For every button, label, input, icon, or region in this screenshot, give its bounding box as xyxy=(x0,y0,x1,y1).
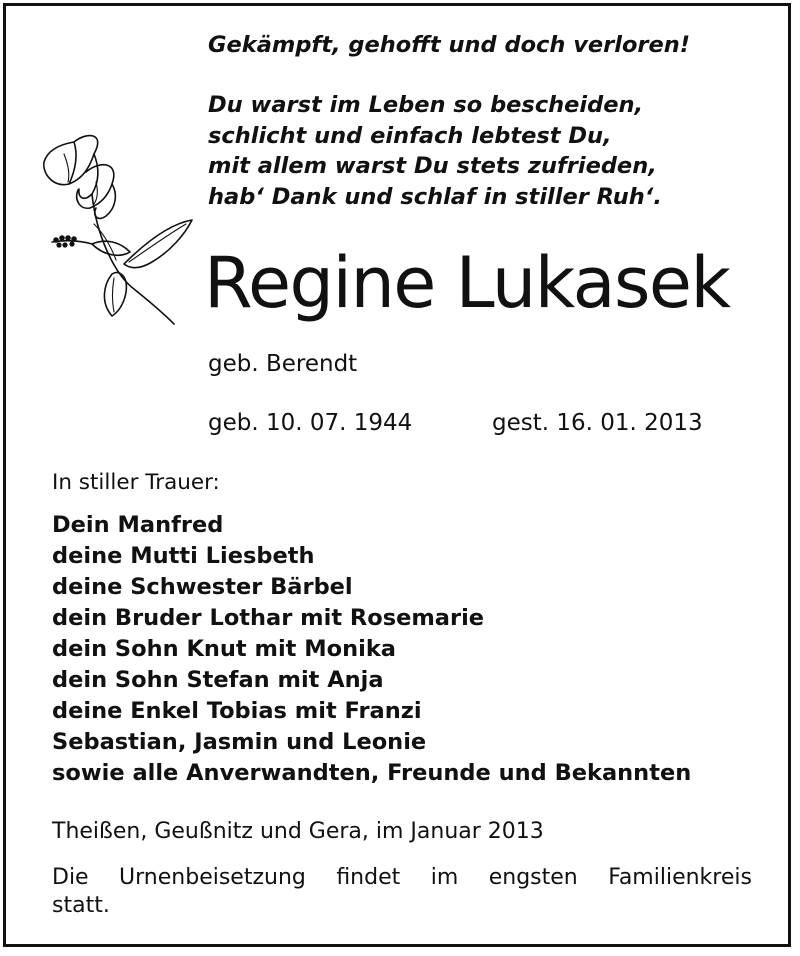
mourner: dein Bruder Lothar mit Rosemarie xyxy=(52,605,485,631)
notice-word: Urnenbeisetzung xyxy=(119,865,306,890)
poem-line: mit allem warst Du stets zufrieden, xyxy=(208,153,657,179)
mourners-list xyxy=(52,510,691,789)
place-and-date: Theißen, Geußnitz und Gera, im Januar 2013 xyxy=(52,819,544,844)
notice-word: findet xyxy=(336,865,401,890)
calla-lily-icon xyxy=(34,124,199,329)
mourner: dein Sohn Knut mit Monika xyxy=(52,636,396,662)
poem-line: Du warst im Leben so bescheiden, xyxy=(208,92,644,118)
death-date: gest. 16. 01. 2013 xyxy=(492,410,703,436)
mourning-label: In stiller Trauer: xyxy=(52,470,220,495)
deceased-name: Regine Lukasek xyxy=(204,242,730,324)
notice-word: Familienkreis xyxy=(608,865,752,890)
mourner: dein Sohn Stefan mit Anja xyxy=(52,667,384,693)
notice-word: Die xyxy=(52,865,89,890)
mourner: Dein Manfred xyxy=(52,512,224,538)
mourner: deine Schwester Bärbel xyxy=(52,574,353,600)
mourner: deine Enkel Tobias mit Franzi xyxy=(52,698,422,724)
mourner: sowie alle Anverwandten, Freunde und Bekannten xyxy=(52,760,692,786)
burial-notice xyxy=(52,864,752,920)
poem-line: schlicht und einfach lebtest Du, xyxy=(208,122,612,149)
birth-date: geb. 10. 07. 1944 xyxy=(208,410,413,436)
mourner: Sebastian, Jasmin und Leonie xyxy=(52,729,427,755)
notice-end: statt. xyxy=(52,893,110,918)
mourner: deine Mutti Liesbeth xyxy=(52,543,315,569)
poem xyxy=(208,90,662,212)
life-dates xyxy=(208,408,703,438)
notice-word: engsten xyxy=(488,865,578,890)
notice-word: im xyxy=(430,865,459,890)
opening-verse: Gekämpft, gehofft und doch verloren! xyxy=(208,32,691,58)
birth-name: geb. Berendt xyxy=(208,351,358,377)
poem-line: hab‘ Dank und schlaf in stiller Ruh‘. xyxy=(208,183,662,210)
